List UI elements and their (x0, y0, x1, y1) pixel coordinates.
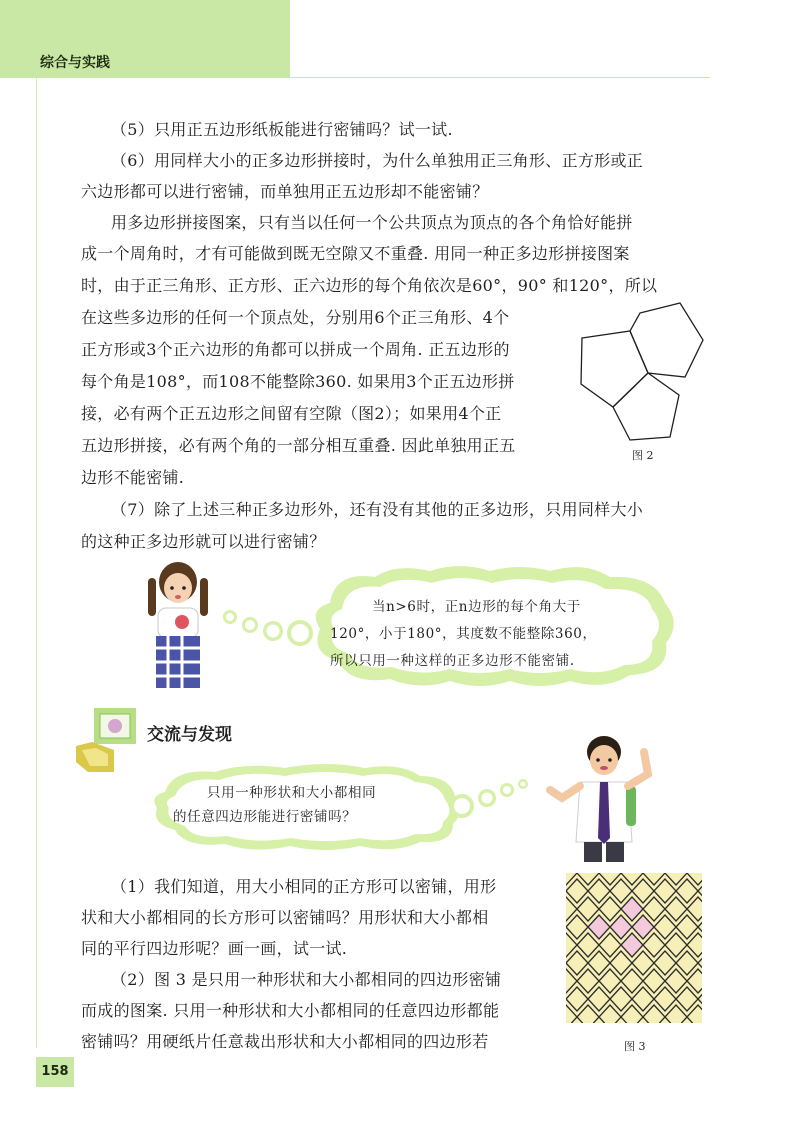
explanation-line8: 五边形拼接，必有两个角的一部分相互重叠. 因此单独用正五 (81, 436, 516, 455)
question-7-line2: 的这种正多边形就可以进行密铺？ (81, 532, 326, 551)
chapter-title: 综合与实践 (40, 55, 110, 71)
margin-rule (36, 78, 37, 1048)
bubble2-line2: 的任意四边形能进行密铺吗？ (173, 809, 357, 825)
header-rule (290, 77, 710, 78)
page-number-box (36, 1057, 74, 1087)
question-2-line3: 密铺吗？用硬纸片任意裁出形状和大小都相同的四边形若 (81, 1032, 489, 1051)
discussion-section-icon (74, 706, 140, 774)
question-5: （5）只用正五边形纸板能进行密铺吗？试一试. (111, 120, 453, 139)
bubble1-line2: 120°，小于180°，其度数不能整除360， (330, 626, 597, 642)
pentagon-left (581, 331, 648, 407)
pentagon-bottom (613, 373, 679, 440)
explanation-line7: 接，必有两个正五边形之间留有空隙（图2）；如果用4个正 (81, 404, 502, 423)
explanation-line5: 正方形或3个正六边形的角都可以拼成一个周角. 正五边形的 (81, 340, 510, 359)
question-6-line2: 六边形都可以进行密铺，而单独用正五边形却不能密铺？ (81, 182, 489, 201)
question-2-line1: （2）图 3 是只用一种形状和大小都相同的四边形密铺 (111, 970, 502, 989)
page-number: 158 (41, 1064, 69, 1079)
question-6-line1: （6）用同样大小的正多边形拼接时，为什么单独用正三角形、正方形或正 (111, 151, 644, 170)
figure-3-tiling (566, 873, 702, 1023)
question-1-line1: （1）我们知道，用大小相同的正方形可以密铺，用形 (111, 877, 497, 896)
question-7-line1: （7）除了上述三种正多边形外，还有没有其他的正多边形，只用同样大小 (111, 500, 644, 519)
figure-2-pentagons (574, 300, 714, 460)
bubble1-line1: 当n>6时，正n边形的每个角大于 (372, 599, 581, 615)
explanation-line9: 边形不能密铺. (81, 468, 185, 487)
chapter-header-band (0, 0, 290, 78)
section-title: 交流与发现 (147, 725, 232, 745)
bubble1-line3: 所以只用一种这样的正多边形不能密铺. (330, 653, 575, 669)
explanation-line4: 在这些多边形的任何一个顶点处，分别用6个正三角形、4个 (81, 308, 510, 327)
figure-3-caption: 图 3 (624, 1040, 646, 1053)
bubble2-line1: 只用一种形状和大小都相同 (207, 785, 377, 801)
boy-illustration (540, 730, 670, 865)
figure-2-caption: 图 2 (632, 449, 654, 462)
explanation-line2: 成一个周角时，才有可能做到既无空隙又不重叠. 用同一种正多边形拼接图案 (81, 244, 630, 263)
question-1-line3: 同的平行四边形呢？画一画，试一试. (81, 939, 348, 958)
pentagon-right (630, 303, 703, 377)
explanation-line6: 每个角是108°，而108不能整除360. 如果用3个正五边形拼 (81, 372, 515, 391)
question-1-line2: 状和大小都相同的长方形可以密铺吗？用形状和大小都相 (81, 908, 489, 927)
explanation-line1: 用多边形拼接图案，只有当以任何一个公共顶点为顶点的各个角恰好能拼 (111, 213, 633, 232)
explanation-line3: 时，由于正三角形、正方形、正六边形的每个角依次是60°，90° 和120°，所以 (81, 276, 658, 295)
question-2-line2: 而成的图案. 只用一种形状和大小都相同的任意四边形都能 (81, 1001, 500, 1020)
